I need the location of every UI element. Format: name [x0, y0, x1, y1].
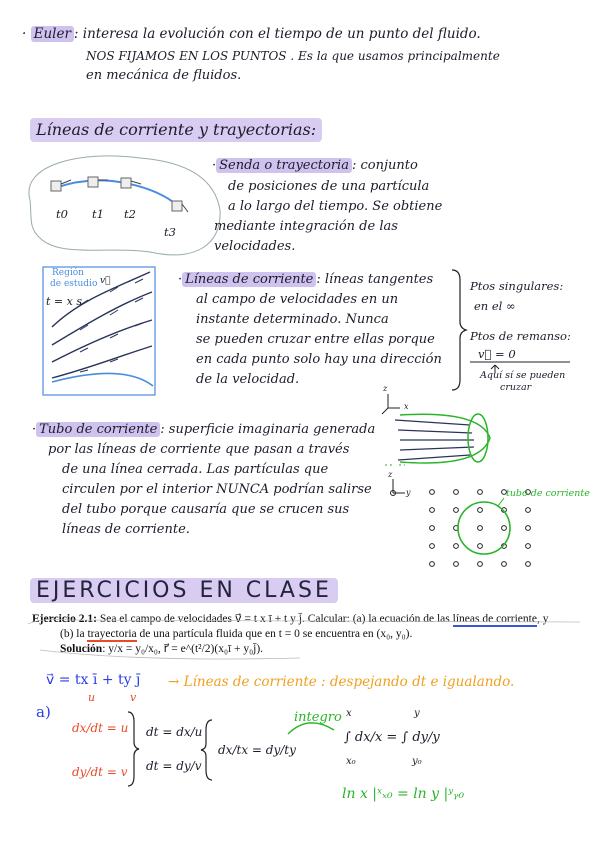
work-upper-x: x — [346, 708, 352, 719]
trajectory-line-1: · Senda o trayectoria : conjunto — [212, 158, 418, 173]
time-t0: t0 — [56, 207, 68, 221]
region-label-1: Región — [52, 268, 84, 278]
trajectory-label: Senda o trayectoria — [216, 158, 352, 173]
euler-text-1: : interesa la evolución con el tiempo de un punto del fluido. — [73, 26, 481, 42]
streamlines-time-label: t = x s — [46, 295, 82, 308]
work-int-eq: ∫ dx/x = ∫ dy/y — [344, 730, 440, 745]
side-remanso-1: Ptos de remanso: — [470, 329, 571, 343]
exercise-link-trajectory: trayectoria — [87, 628, 137, 640]
streamlines-label: Líneas de corriente — [182, 272, 316, 287]
time-t2: t2 — [124, 207, 136, 221]
work-lower-x: x₀ — [346, 756, 356, 767]
section-title-streamlines: Líneas de corriente y trayectorias: — [30, 118, 322, 142]
side-note-2: cruzar — [500, 382, 532, 393]
streamlines-line-4: se pueden cruzar entre ellas porque — [196, 332, 435, 347]
trajectory-line-4: mediante integración de las — [214, 219, 398, 234]
tube-line-5: del tubo porque causaría que se crucen sus — [62, 502, 350, 517]
trajectory-line-3: a lo largo del tiempo. Se obtiene — [228, 199, 443, 214]
work-arrow-note: → Líneas de corriente : despejando dt e igualando. — [168, 674, 515, 690]
exercise-link-streamlines: líneas de corriente — [452, 613, 537, 625]
side-remanso-2: v⃗ = 0 — [478, 347, 516, 361]
work-u-label: u — [88, 691, 96, 704]
streamlines-line-5: en cada punto solo hay una dirección — [196, 352, 442, 367]
euler-line-3: en mecánica de fluidos. — [86, 68, 242, 83]
time-t1: t1 — [92, 207, 104, 221]
tube-green-label: tubo de corriente — [506, 488, 590, 499]
streamlines-line-3: instante determinado. Nunca — [196, 312, 389, 327]
bullet: · — [22, 26, 27, 42]
work-v-label: v — [130, 691, 137, 704]
streamlines-line-2: al campo de velocidades en un — [196, 292, 399, 307]
euler-label: Euler — [31, 26, 74, 42]
time-t3: t3 — [164, 225, 176, 239]
work-dt-2: dt = dy/v — [146, 759, 202, 773]
tube-line-6: líneas de corriente. — [62, 522, 190, 537]
work-eq-dx: dx/dt = u — [72, 721, 129, 735]
work-result: ln x |ˣₓ₀ = ln y |ʸᵧ₀ — [342, 786, 465, 802]
tube-axis-x-3d: x — [404, 402, 409, 411]
work-upper-y: y — [414, 708, 420, 719]
work-integro: integro — [294, 710, 342, 725]
tube-line-3: de una línea cerrada. Las partículas que — [62, 462, 329, 477]
work-part-a: a) — [36, 703, 51, 721]
exercise-heading: Ejercicio 2.1: — [32, 613, 97, 625]
region-v-label: v⃗ — [100, 276, 111, 286]
euler-line-2: NOS FIJAMOS EN LOS PUNTOS . Es la que usamos principalmente — [86, 49, 500, 63]
trajectory-line-5: velocidades. — [214, 239, 296, 254]
work-equal: dx/tx = dy/ty — [218, 743, 296, 757]
work-lower-y: y₀ — [412, 756, 422, 767]
side-note-1: Aquí sí se pueden — [480, 370, 566, 381]
side-singular-2: en el ∞ — [474, 299, 516, 313]
tube-line-1: · Tubo de corriente : superficie imaginaria generada — [32, 422, 376, 437]
exercise-solution: Solución: y/x = y₀/x₀, r⃗ = e^(t²/2)(x₀ī + y₀j̄). — [60, 643, 264, 655]
tube-line-4: circulen por el interior NUNCA podrían salirse — [62, 482, 372, 497]
section-title-exercises: EJERCICIOS EN CLASE — [30, 578, 338, 603]
tube-axis-y-2d: y — [406, 488, 411, 497]
tube-axis-z-2d: z — [388, 470, 393, 479]
tube-line-2: por las líneas de corriente que pasan a través — [48, 442, 350, 457]
tube-axis-z-3d: z — [383, 384, 388, 393]
tube-label: Tubo de corriente — [36, 422, 160, 437]
region-label-2: de estudio — [50, 279, 98, 289]
work-eq-dy: dy/dt = v — [72, 765, 128, 779]
work-field: v⃗ = tx ī + ty j̄ — [46, 672, 141, 688]
trajectory-line-2: de posiciones de una partícula — [228, 179, 430, 194]
exercise-line-1: Ejercicio 2.1: Sea el campo de velocidades v⃗ = t x ī + t y j̄. Calcular: (a) la ecuación de las líneas de corriente, y — [32, 613, 549, 625]
streamlines-line-1: · Líneas de corriente : líneas tangentes — [178, 272, 434, 287]
exercise-line-2: (b) la trayectoria de una partícula fluida que en t = 0 se encuentra en (x₀, y₀). — [60, 628, 413, 640]
side-singular-1: Ptos singulares: — [470, 279, 564, 293]
work-dt-1: dt = dx/u — [146, 725, 203, 739]
streamlines-line-6: de la velocidad. — [196, 372, 300, 387]
